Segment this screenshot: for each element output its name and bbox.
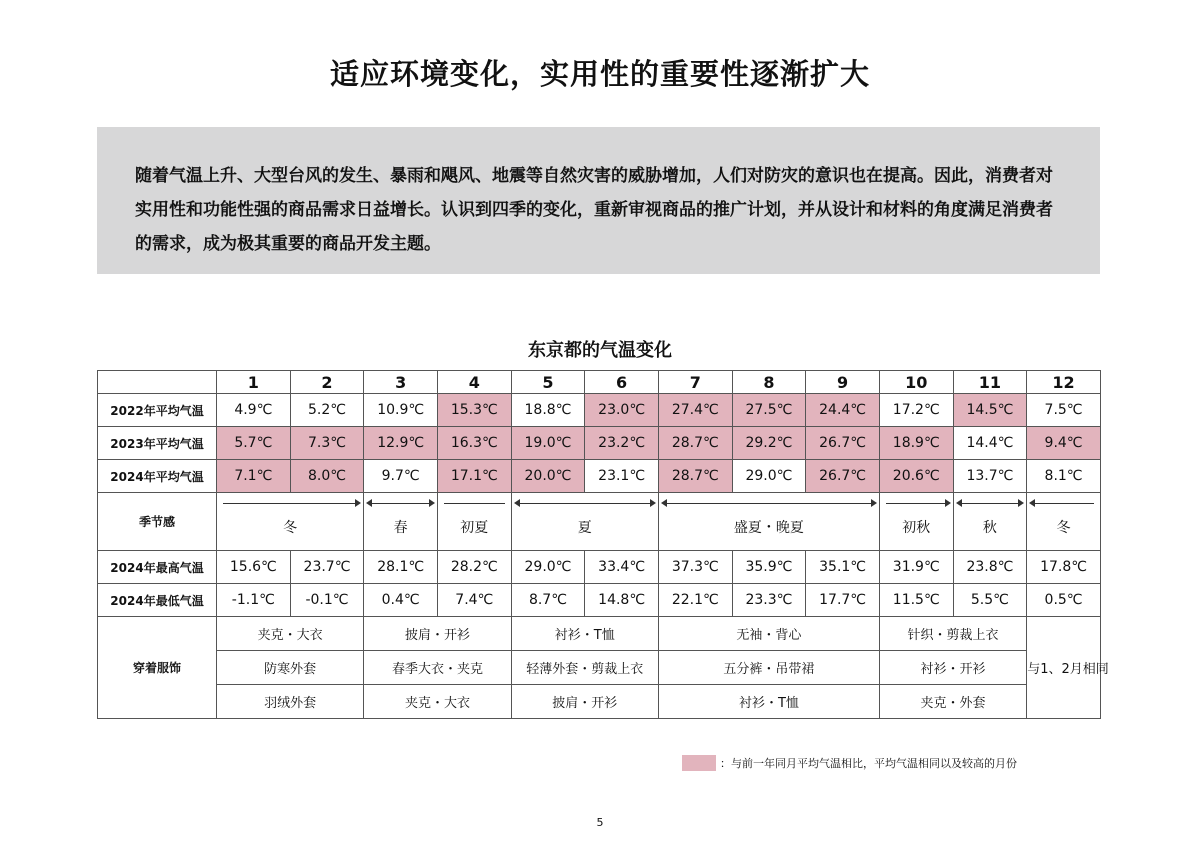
season-cell	[217, 493, 364, 551]
temp-cell: 35.1℃	[806, 551, 880, 584]
month-header: 6	[585, 371, 659, 394]
legend-swatch	[682, 755, 716, 771]
clothing-cell: 披肩・开衫	[511, 685, 658, 719]
month-header: 5	[511, 371, 585, 394]
temp-cell: 28.1℃	[364, 551, 438, 584]
arrow-right-icon	[871, 499, 877, 507]
clothing-cell: 衬衫・T恤	[511, 617, 658, 651]
arrow-line	[444, 503, 505, 504]
arrow-right-icon	[650, 499, 656, 507]
clothing-cell: 衬衫・T恤	[658, 685, 879, 719]
temp-cell: 26.7℃	[806, 460, 880, 493]
season-cell	[658, 493, 879, 551]
temp-cell: 8.0℃	[290, 460, 364, 493]
temp-cell: 4.9℃	[217, 394, 291, 427]
temp-cell: 16.3℃	[437, 427, 511, 460]
season-arrow	[219, 497, 361, 511]
temp-cell: 7.1℃	[217, 460, 291, 493]
season-label: 春	[393, 520, 408, 536]
max-temp-row	[98, 551, 1101, 584]
table-row	[98, 427, 1101, 460]
arrow-line	[518, 503, 652, 504]
arrow-line	[1033, 503, 1094, 504]
temp-cell: 8.1℃	[1027, 460, 1101, 493]
month-header: 7	[658, 371, 732, 394]
season-arrow	[440, 497, 509, 511]
temp-cell: 23.8℃	[953, 551, 1027, 584]
row-header: 季节感	[98, 493, 217, 551]
arrow-right-icon	[1018, 499, 1024, 507]
season-label: 冬	[1056, 520, 1071, 536]
month-header: 8	[732, 371, 806, 394]
season-arrow	[514, 497, 656, 511]
temp-cell: -1.1℃	[217, 584, 291, 617]
temp-cell: 18.9℃	[879, 427, 953, 460]
temp-cell: 24.4℃	[806, 394, 880, 427]
temp-cell: 14.8℃	[585, 584, 659, 617]
season-arrow	[661, 497, 877, 511]
temp-cell: 23.1℃	[585, 460, 659, 493]
temp-cell: 5.5℃	[953, 584, 1027, 617]
intro-box	[97, 127, 1100, 274]
month-header: 1	[217, 371, 291, 394]
temp-cell: 20.6℃	[879, 460, 953, 493]
temp-cell: 9.7℃	[364, 460, 438, 493]
temp-cell: 20.0℃	[511, 460, 585, 493]
temp-cell: 23.3℃	[732, 584, 806, 617]
temp-cell: 13.7℃	[953, 460, 1027, 493]
temp-cell: 11.5℃	[879, 584, 953, 617]
row-header: 2024年平均气温	[98, 460, 217, 493]
month-header: 2	[290, 371, 364, 394]
season-cell	[364, 493, 438, 551]
table-row	[98, 460, 1101, 493]
month-header-row	[98, 371, 1101, 394]
arrow-right-icon	[429, 499, 435, 507]
temp-cell: 26.7℃	[806, 427, 880, 460]
month-header: 10	[879, 371, 953, 394]
row-header: 2022年平均气温	[98, 394, 217, 427]
legend	[682, 755, 1017, 771]
temp-cell: 10.9℃	[364, 394, 438, 427]
page-title: 适应环境变化，实用性的重要性逐渐扩大	[329, 57, 870, 91]
arrow-line	[223, 503, 357, 504]
corner-cell	[98, 371, 217, 394]
row-header: 2024年最低气温	[98, 584, 217, 617]
row-header: 2024年最高气温	[98, 551, 217, 584]
legend-text: ：与前一年同月平均气温相比，平均气温相同以及较高的月份	[720, 757, 1017, 770]
temp-cell: 33.4℃	[585, 551, 659, 584]
temp-cell: 17.7℃	[806, 584, 880, 617]
season-label: 盛夏・晚夏	[733, 520, 804, 536]
clothing-row	[98, 685, 1101, 719]
arrow-left-icon	[514, 499, 520, 507]
clothing-december-cell: 与1、2月相同	[1027, 617, 1101, 719]
season-cell	[511, 493, 658, 551]
season-arrow	[1029, 497, 1098, 511]
intro-text: 随着气温上升、大型台风的发生、暴雨和飓风、地震等自然灾害的威胁增加，人们对防灾的意识也在提高。因此，消费者对实用性和功能性强的商品需求日益增长。认识到四季的变化，重新审视商品的推广计划，并从设计和材料的角度满足消费者的需求，成为极其重要的商品开发主题。	[135, 166, 1053, 254]
temp-cell: 15.6℃	[217, 551, 291, 584]
temp-cell: 19.0℃	[511, 427, 585, 460]
temp-cell: 7.5℃	[1027, 394, 1101, 427]
arrow-line	[665, 503, 873, 504]
temp-cell: -0.1℃	[290, 584, 364, 617]
season-label: 初秋	[902, 520, 931, 536]
min-temp-row	[98, 584, 1101, 617]
clothing-cell: 衬衫・开衫	[879, 651, 1026, 685]
temp-cell: 15.3℃	[437, 394, 511, 427]
month-header: 9	[806, 371, 880, 394]
month-header: 11	[953, 371, 1027, 394]
season-label: 初夏	[460, 520, 489, 536]
table-row	[98, 394, 1101, 427]
temp-cell: 0.4℃	[364, 584, 438, 617]
season-cell	[879, 493, 953, 551]
temp-cell: 29.0℃	[732, 460, 806, 493]
arrow-line	[886, 503, 947, 504]
arrow-right-icon	[945, 499, 951, 507]
temp-cell: 7.3℃	[290, 427, 364, 460]
season-label: 冬	[283, 520, 298, 536]
temperature-table	[97, 370, 1109, 719]
temp-cell: 17.2℃	[879, 394, 953, 427]
temp-cell: 17.1℃	[437, 460, 511, 493]
temp-cell: 27.5℃	[732, 394, 806, 427]
arrow-line	[370, 503, 431, 504]
temp-cell: 5.7℃	[217, 427, 291, 460]
temp-cell: 28.7℃	[658, 427, 732, 460]
temp-cell: 22.1℃	[658, 584, 732, 617]
clothing-cell: 夹克・大衣	[364, 685, 511, 719]
season-label: 夏	[577, 520, 592, 536]
temp-cell: 14.5℃	[953, 394, 1027, 427]
season-arrow	[956, 497, 1025, 511]
temp-cell: 23.0℃	[585, 394, 659, 427]
temp-cell: 23.7℃	[290, 551, 364, 584]
season-arrow	[882, 497, 951, 511]
season-label: 秋	[982, 520, 997, 536]
row-header: 穿着服饰	[98, 617, 217, 719]
arrow-right-icon	[355, 499, 361, 507]
arrow-left-icon	[956, 499, 962, 507]
temp-cell: 29.0℃	[511, 551, 585, 584]
clothing-cell: 夹克・外套	[879, 685, 1026, 719]
temp-cell: 23.2℃	[585, 427, 659, 460]
temp-cell: 9.4℃	[1027, 427, 1101, 460]
temp-cell: 18.8℃	[511, 394, 585, 427]
clothing-cell: 无袖・背心	[658, 617, 879, 651]
temp-cell: 29.2℃	[732, 427, 806, 460]
page-number: 5	[596, 816, 604, 829]
arrow-line	[960, 503, 1021, 504]
temp-cell: 8.7℃	[511, 584, 585, 617]
clothing-cell: 春季大衣・夹克	[364, 651, 511, 685]
clothing-cell: 羽绒外套	[217, 685, 364, 719]
arrow-left-icon	[661, 499, 667, 507]
season-row	[98, 493, 1101, 551]
clothing-cell: 防寒外套	[217, 651, 364, 685]
temp-cell: 35.9℃	[732, 551, 806, 584]
clothing-cell: 五分裤・吊带裙	[658, 651, 879, 685]
clothing-row	[98, 651, 1101, 685]
season-arrow	[366, 497, 435, 511]
temp-cell: 28.2℃	[437, 551, 511, 584]
month-header: 3	[364, 371, 438, 394]
temp-cell: 27.4℃	[658, 394, 732, 427]
temp-cell: 7.4℃	[437, 584, 511, 617]
arrow-left-icon	[366, 499, 372, 507]
temp-cell: 0.5℃	[1027, 584, 1101, 617]
temp-cell: 31.9℃	[879, 551, 953, 584]
season-cell	[1027, 493, 1101, 551]
clothing-cell: 夹克・大衣	[217, 617, 364, 651]
clothing-cell: 针织・剪裁上衣	[879, 617, 1026, 651]
temp-cell: 17.8℃	[1027, 551, 1101, 584]
table-title: 东京都的气温变化	[528, 340, 672, 361]
clothing-row	[98, 617, 1101, 651]
temp-cell: 14.4℃	[953, 427, 1027, 460]
clothing-cell: 轻薄外套・剪裁上衣	[511, 651, 658, 685]
month-header: 12	[1027, 371, 1101, 394]
month-header: 4	[437, 371, 511, 394]
season-cell	[953, 493, 1027, 551]
temp-cell: 5.2℃	[290, 394, 364, 427]
temp-cell: 37.3℃	[658, 551, 732, 584]
temp-cell: 28.7℃	[658, 460, 732, 493]
arrow-left-icon	[1029, 499, 1035, 507]
season-cell	[437, 493, 511, 551]
temp-cell: 12.9℃	[364, 427, 438, 460]
clothing-cell: 披肩・开衫	[364, 617, 511, 651]
row-header: 2023年平均气温	[98, 427, 217, 460]
